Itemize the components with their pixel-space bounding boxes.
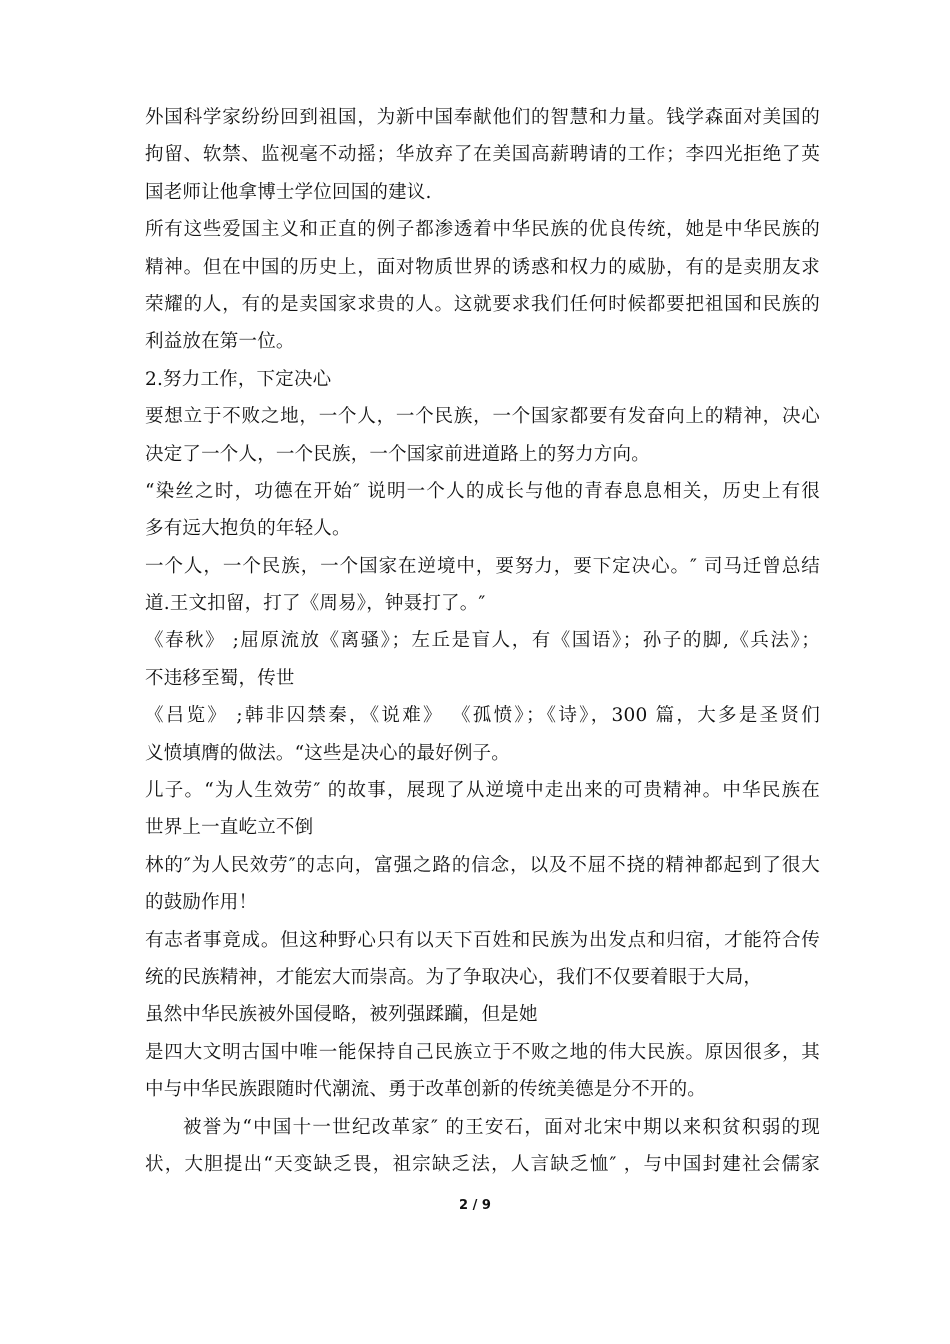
text-line: 2.努力工作，下定决心	[145, 368, 332, 390]
page-number: 2 / 9	[459, 1198, 491, 1213]
text-line: 《吕览》 ;韩非囚禁秦，《说难》 《孤愤》；《诗》，300 篇，大多是圣贤们	[145, 705, 820, 727]
text-line: 所有这些爱国主义和正直的例子都渗透着中华民族的优良传统，她是中华民族的	[145, 219, 820, 241]
text-line: 不违移至蜀，传世	[145, 667, 295, 689]
text-line: 是四大文明古国中唯一能保持自己民族立于不败之地的伟大民族。原因很多，其	[145, 1041, 820, 1063]
text-line: 世界上一直屹立不倒	[145, 817, 314, 839]
text-line: 的鼓励作用！	[145, 892, 258, 914]
text-line: 精神。但在中国的历史上，面对物质世界的诱惑和权力的威胁，有的是卖朋友求	[145, 256, 820, 278]
text-line: 决定了一个人，一个民族，一个国家前进道路上的努力方向。	[145, 443, 650, 465]
text-line: 中与中华民族跟随时代潮流、勇于改革创新的传统美德是分不开的。	[145, 1079, 707, 1101]
text-line: 虽然中华民族被外国侵略，被列强蹂躏，但是她	[145, 1004, 538, 1026]
text-line: 荣耀的人，有的是卖国家求贵的人。这就要求我们任何时候都要把祖国和民族的	[145, 293, 820, 315]
text-line: 林的″为人民效劳″的志向，富强之路的信念，以及不屈不挠的精神都起到了很大	[145, 854, 820, 876]
text-line: 有志者事竟成。但这种野心只有以天下百姓和民族为出发点和归宿，才能符合传	[145, 929, 820, 951]
text-line: 状，大胆提出“天变缺乏畏，祖宗缺乏法，人言缺乏恤″ ，与中国封建社会儒家	[145, 1153, 820, 1175]
text-line: 被誉为“中国十一世纪改革家″ 的王安石，面对北宋中期以来积贫积弱的现	[183, 1116, 820, 1138]
text-line: 义愤填膺的做法。“这些是决心的最好例子。	[145, 742, 510, 764]
text-line: 《春秋》 ;屈原流放《离骚》；左丘是盲人，有《国语》；孙子的脚,《兵法》；	[145, 630, 820, 652]
text-line: 多有远大抱负的年轻人。	[145, 518, 351, 540]
text-line: 儿子。“为人生效劳″ 的故事，展现了从逆境中走出来的可贵精神。中华民族在	[145, 780, 820, 802]
text-line: 道.王文扣留，打了《周易》，钟聂打了。″	[145, 593, 486, 615]
text-line: 要想立于不败之地，一个人，一个民族，一个国家都要有发奋向上的精神，决心	[145, 406, 820, 428]
document-body	[145, 99, 820, 1183]
text-line: “染丝之时，功德在开始″ 说明一个人的成长与他的青春息息相关，历史上有很	[145, 480, 820, 502]
text-line: 一个人，一个民族，一个国家在逆境中，要努力，要下定决心。″ 司马迁曾总结	[145, 555, 820, 577]
text-line: 国老师让他拿博士学位回国的建议.	[145, 181, 432, 203]
text-line: 利益放在第一位。	[145, 331, 295, 353]
text-line: 外国科学家纷纷回到祖国，为新中国奉献他们的智慧和力量。钱学森面对美国的	[145, 107, 820, 128]
text-line: 拘留、软禁、监视毫不动摇；华放弃了在美国高薪聘请的工作；李四光拒绝了英	[145, 144, 820, 166]
text-line: 统的民族精神，才能宏大而崇高。为了争取决心，我们不仅要着眼于大局，	[145, 966, 763, 988]
